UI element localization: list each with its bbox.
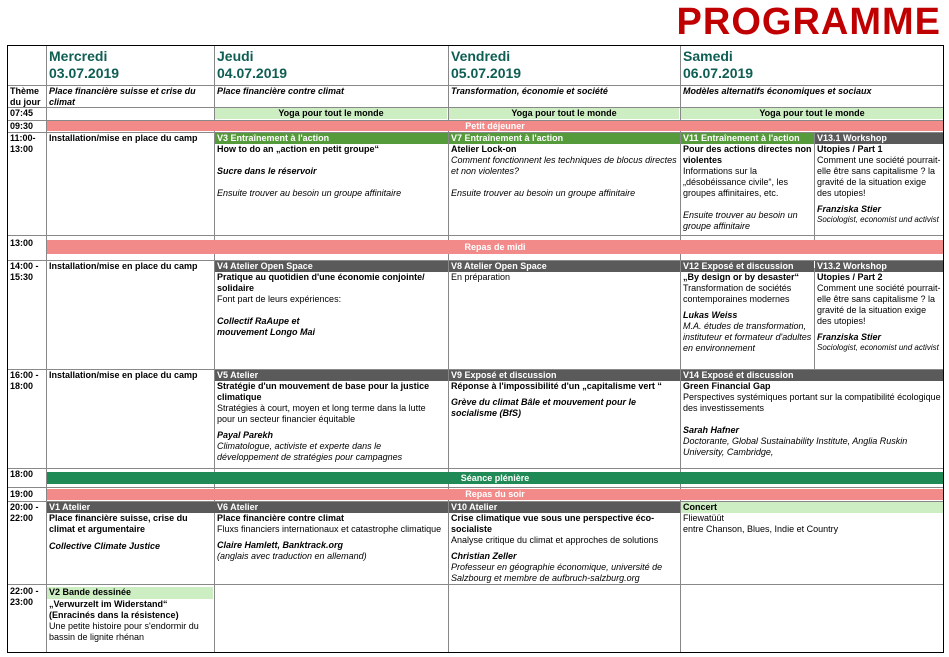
session-role: Sociologist, economist und activist xyxy=(817,343,939,352)
day-date: 04.07.2019 xyxy=(217,65,288,81)
session-speaker: Franziska Stier xyxy=(817,332,882,342)
session-speaker: Grève du climat Bâle et mouvement pour le socialisme (BfS) xyxy=(451,397,637,418)
session-v14 xyxy=(681,381,943,458)
yoga-saturday: Yoga pour tout le monde xyxy=(681,108,943,119)
session-role: Sociologist, economist und activist xyxy=(817,215,939,224)
session-title: Fliewatüüt xyxy=(683,513,725,523)
session-header-v6: V6 Atelier xyxy=(215,502,448,513)
row-divider xyxy=(8,487,943,488)
dinner-bar: Repas du soir xyxy=(47,489,943,500)
day-header-wednesday xyxy=(47,48,213,82)
theme-friday: Transformation, économie et société xyxy=(451,86,608,96)
programme-table xyxy=(7,45,944,653)
session-description: Informations sur la „désobéissance civile“, les groupes affinitaires, etc. xyxy=(683,166,789,198)
session-v7 xyxy=(449,144,679,199)
session-v5 xyxy=(215,381,447,463)
session-speaker: Claire Hamlett, Banktrack.org xyxy=(217,540,344,550)
day-date: 06.07.2019 xyxy=(683,65,754,81)
day-header-friday xyxy=(449,48,679,82)
session-title: Crise climatique vue sous une perspective éco-socialiste xyxy=(451,513,655,534)
time-2000: 20:00 - 22:00 xyxy=(10,502,39,523)
session-role: Climatologue, activiste et experte dans le développement de stratégies pour campagnes xyxy=(217,441,403,462)
session-note: Ensuite trouver au besoin un groupe affinitaire xyxy=(217,188,402,198)
session-header-v8: V8 Atelier Open Space xyxy=(449,261,680,272)
session-role: Doctorante, Global Sustainability Institute, Anglia Ruskin University, Cambridge, xyxy=(683,436,908,457)
page-title: PROGRAMME xyxy=(676,1,941,43)
session-title: Pour des actions directes non violentes xyxy=(683,144,812,165)
session-header-v1: V1 Atelier xyxy=(47,502,215,513)
day-header-thursday xyxy=(215,48,447,82)
session-role: M.A. études de transformation, instituteur et formateur d'adultes en environnement xyxy=(683,321,812,353)
theme-wednesday: Place financière suisse et crise du climat xyxy=(49,86,196,107)
row-divider xyxy=(8,235,943,236)
session-title: Utopies / Part 1 xyxy=(817,144,883,154)
time-1100: 11:00- 13:00 xyxy=(10,133,36,154)
session-v10 xyxy=(449,513,679,584)
theme-thursday: Place financière contre climat xyxy=(217,86,345,96)
session-header-v10: V10 Atelier xyxy=(449,502,680,513)
session-v3 xyxy=(215,144,447,199)
day-name: Jeudi xyxy=(217,48,254,64)
installation-evening: Installation/mise en place du camp xyxy=(49,370,198,380)
day-name: Mercredi xyxy=(49,48,108,64)
session-v1 xyxy=(47,513,214,552)
session-header-v14: V14 Exposé et discussion xyxy=(681,370,943,381)
day-header-saturday xyxy=(681,48,943,82)
yoga-friday: Yoga pour tout le monde xyxy=(449,108,679,119)
row-divider xyxy=(8,584,943,585)
time-0930: 09:30 xyxy=(10,121,34,131)
time-1600: 16:00 - 18:00 xyxy=(10,370,39,391)
session-header-v13-2: V13.2 Workshop xyxy=(815,261,943,272)
session-header-v13-1: V13.1 Workshop xyxy=(815,133,943,144)
session-title: Place financière contre climat xyxy=(217,513,345,523)
time-1400: 14:00 - 15:30 xyxy=(10,261,39,282)
session-v8 xyxy=(449,272,679,283)
session-v4 xyxy=(215,272,447,338)
time-1900: 19:00 xyxy=(10,489,34,499)
session-v13-1 xyxy=(815,144,943,225)
session-description: Comment fonctionnent les techniques de blocus directes et non violentes? xyxy=(451,155,677,176)
session-header-v12: V12 Exposé et discussion xyxy=(681,261,814,272)
time-1300: 13:00 xyxy=(10,238,34,248)
session-v11 xyxy=(681,144,814,232)
session-title: Stratégie d'un mouvement de base pour la justice climatique xyxy=(217,381,430,402)
session-description: Comment une société pourrait-elle être sans capitalisme ? la gravité de la situation exige des utopies! xyxy=(817,155,941,198)
session-v9 xyxy=(449,381,679,419)
session-speaker: Franziska Stier xyxy=(817,204,882,214)
day-date: 05.07.2019 xyxy=(451,65,522,81)
session-header-v4: V4 Atelier Open Space xyxy=(215,261,448,272)
session-description: Comment une société pourrait-elle être sans capitalisme ? la gravité de la situation exige des utopies! xyxy=(817,283,941,326)
yoga-thursday: Yoga pour tout le monde xyxy=(215,108,447,119)
session-description: Font part de leurs expériences: xyxy=(217,294,342,304)
session-role: Professeur en géographie économique, université de Salzbourg et membre de aufbruch-salzburg.org xyxy=(451,562,663,583)
session-description: Fluxs financiers internationaux et catastrophe climatique xyxy=(217,524,442,534)
session-speaker: Sarah Hafner xyxy=(683,425,740,435)
session-speaker: Collective Climate Justice xyxy=(49,541,161,551)
session-description: Analyse critique du climat et approches de solutions xyxy=(451,535,659,545)
session-title: Pratique au quotidien d'une économie conjointe/ solidaire xyxy=(217,272,425,293)
session-description: Une petite histoire pour s'endormir du bassin de lignite rhénan xyxy=(49,621,199,642)
session-speaker: Collectif RaAupe et mouvement Longo Mai xyxy=(217,316,316,337)
session-header-v9: V9 Exposé et discussion xyxy=(449,370,680,381)
session-title: Utopies / Part 2 xyxy=(817,272,883,282)
session-v6 xyxy=(215,513,447,562)
row-divider xyxy=(8,468,943,469)
theme-label: Thème du jour xyxy=(10,86,41,107)
day-name: Samedi xyxy=(683,48,733,64)
day-date: 03.07.2019 xyxy=(49,65,120,81)
session-v2 xyxy=(47,599,214,643)
session-description: Transformation de sociétés contemporaines modernes xyxy=(683,283,792,304)
session-note: Ensuite trouver au besoin un groupe affinitaire xyxy=(683,210,798,231)
session-speaker: Lukas Weiss xyxy=(683,310,738,320)
session-header-v3: V3 Entraînement à l'action xyxy=(215,133,448,144)
time-2200: 22:00 - 23:00 xyxy=(10,586,39,607)
session-header-concert: Concert xyxy=(681,502,943,513)
session-title: How to do an „action en petit groupe“ xyxy=(217,144,379,154)
session-description: Perspectives systémiques portant sur la compatibilité écologique des investissements xyxy=(683,392,941,413)
session-title: „By design or by desaster“ xyxy=(683,272,800,282)
installation-morning: Installation/mise en place du camp xyxy=(49,133,198,143)
session-title: „Verwurzelt im Widerstand“ (Enracinés dans la résistence) xyxy=(49,599,179,620)
session-concert xyxy=(681,513,943,535)
theme-saturday: Modèles alternatifs économiques et sociaux xyxy=(683,86,872,96)
time-1800: 18:00 xyxy=(10,469,34,479)
session-description: En préparation xyxy=(451,272,511,282)
session-v12 xyxy=(681,272,814,368)
session-title: Green Financial Gap xyxy=(683,381,771,391)
lunch-bar: Repas de midi xyxy=(47,240,943,254)
session-v13-2 xyxy=(815,272,943,353)
day-name: Vendredi xyxy=(451,48,511,64)
session-header-v7: V7 Entraînement à l'action xyxy=(449,133,680,144)
session-speaker: Christian Zeller xyxy=(451,551,517,561)
session-role: (anglais avec traduction en allemand) xyxy=(217,551,367,561)
session-title: Place financière suisse, crise du climat et argumentaire xyxy=(49,513,188,534)
breakfast-bar: Petit déjeuner xyxy=(47,121,943,131)
session-title: Réponse à l'impossibilité d'un „capitalisme vert “ xyxy=(451,381,662,391)
session-title: Atelier Lock-on xyxy=(451,144,517,154)
installation-afternoon: Installation/mise en place du camp xyxy=(49,261,198,271)
session-description: Stratégies à court, moyen et long terme dans la lutte pour un secteur financier équitable xyxy=(217,403,426,424)
session-note: Ensuite trouver au besoin un groupe affinitaire xyxy=(451,188,636,198)
plenary-bar: Séance plénière xyxy=(47,472,943,484)
session-subtitle: Sucre dans le réservoir xyxy=(217,166,317,176)
session-header-v11: V11 Entraînement à l'action xyxy=(681,133,814,144)
session-header-v5: V5 Atelier xyxy=(215,370,448,381)
time-0745: 07:45 xyxy=(10,108,34,118)
session-header-v2: V2 Bande dessinée xyxy=(47,587,213,599)
session-description: entre Chanson, Blues, Indie et Country xyxy=(683,524,839,534)
session-speaker: Payal Parekh xyxy=(217,430,274,440)
